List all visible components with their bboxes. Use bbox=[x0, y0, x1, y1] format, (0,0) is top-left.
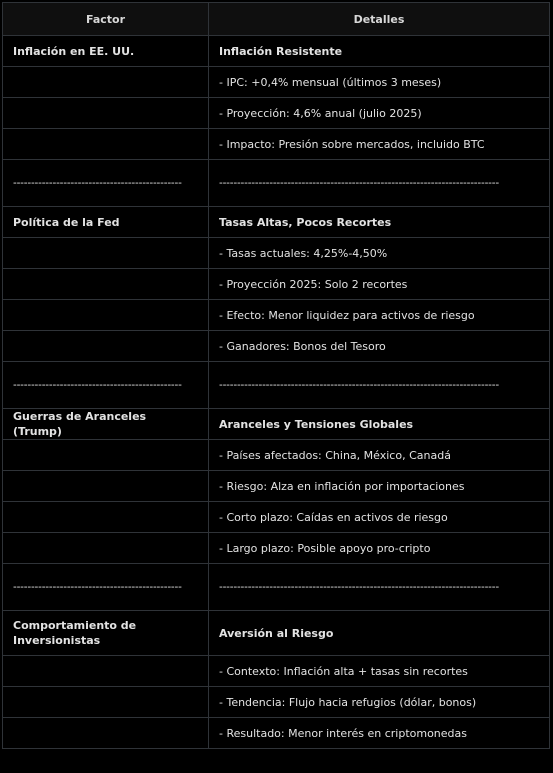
factor-cell bbox=[3, 67, 209, 98]
factor-cell bbox=[3, 502, 209, 533]
separator-right: ------------------------------------------------------------------------------ bbox=[209, 564, 550, 611]
separator-row bbox=[3, 362, 550, 409]
table-row bbox=[3, 718, 550, 749]
detail-cell: - Largo plazo: Posible apoyo pro-cripto bbox=[209, 533, 550, 564]
detail-cell: - Proyección: 4,6% anual (julio 2025) bbox=[209, 98, 550, 129]
detail-cell: - IPC: +0,4% mensual (últimos 3 meses) bbox=[209, 67, 550, 98]
section-row bbox=[3, 36, 550, 67]
detail-cell: - Tendencia: Flujo hacia refugios (dólar, bonos) bbox=[209, 687, 550, 718]
factor-cell bbox=[3, 718, 209, 749]
factor-cell: Inflación en EE. UU. bbox=[3, 36, 209, 67]
section-title-cell: Aranceles y Tensiones Globales bbox=[209, 409, 550, 440]
table-row bbox=[3, 533, 550, 564]
detail-cell: - Impacto: Presión sobre mercados, incluido BTC bbox=[209, 129, 550, 160]
detail-cell: - Tasas actuales: 4,25%-4,50% bbox=[209, 238, 550, 269]
factor-cell bbox=[3, 440, 209, 471]
table-row bbox=[3, 656, 550, 687]
table-row bbox=[3, 238, 550, 269]
section-row bbox=[3, 207, 550, 238]
table-row bbox=[3, 331, 550, 362]
detail-cell: - Riesgo: Alza en inflación por importaciones bbox=[209, 471, 550, 502]
header-row bbox=[3, 3, 550, 36]
section-row bbox=[3, 611, 550, 656]
factor-cell bbox=[3, 98, 209, 129]
factor-cell: Política de la Fed bbox=[3, 207, 209, 238]
table-row bbox=[3, 502, 550, 533]
factor-cell bbox=[3, 129, 209, 160]
factors-table bbox=[2, 2, 550, 749]
section-title-cell: Aversión al Riesgo bbox=[209, 611, 550, 656]
section-row bbox=[3, 409, 550, 440]
table-row bbox=[3, 129, 550, 160]
separator-row bbox=[3, 160, 550, 207]
factor-cell: Guerras de Aranceles (Trump) bbox=[3, 409, 209, 440]
detail-cell: - Ganadores: Bonos del Tesoro bbox=[209, 331, 550, 362]
separator-row bbox=[3, 564, 550, 611]
separator-right: ------------------------------------------------------------------------------ bbox=[209, 362, 550, 409]
table-row bbox=[3, 269, 550, 300]
factor-cell bbox=[3, 300, 209, 331]
table-row bbox=[3, 67, 550, 98]
header-detalles: Detalles bbox=[209, 3, 550, 36]
factor-cell bbox=[3, 269, 209, 300]
factor-cell bbox=[3, 533, 209, 564]
detail-cell: - Corto plazo: Caídas en activos de riesgo bbox=[209, 502, 550, 533]
table-header bbox=[3, 3, 550, 36]
factor-cell bbox=[3, 656, 209, 687]
table-body bbox=[3, 36, 550, 749]
separator-right: ------------------------------------------------------------------------------ bbox=[209, 160, 550, 207]
separator-left: ----------------------------------------------- bbox=[3, 160, 209, 207]
table-row bbox=[3, 440, 550, 471]
detail-cell: - Países afectados: China, México, Canadá bbox=[209, 440, 550, 471]
detail-cell: - Proyección 2025: Solo 2 recortes bbox=[209, 269, 550, 300]
header-factor: Factor bbox=[3, 3, 209, 36]
detail-cell: - Efecto: Menor liquidez para activos de riesgo bbox=[209, 300, 550, 331]
table-row bbox=[3, 471, 550, 502]
factor-cell: Comportamiento de Inversionistas bbox=[3, 611, 209, 656]
factor-cell bbox=[3, 331, 209, 362]
table-row bbox=[3, 98, 550, 129]
table-row bbox=[3, 300, 550, 331]
separator-left: ----------------------------------------------- bbox=[3, 564, 209, 611]
detail-cell: - Contexto: Inflación alta + tasas sin recortes bbox=[209, 656, 550, 687]
table-row bbox=[3, 687, 550, 718]
separator-left: ----------------------------------------------- bbox=[3, 362, 209, 409]
detail-cell: - Resultado: Menor interés en criptomonedas bbox=[209, 718, 550, 749]
factor-cell bbox=[3, 471, 209, 502]
factor-cell bbox=[3, 687, 209, 718]
factor-cell bbox=[3, 238, 209, 269]
section-title-cell: Tasas Altas, Pocos Recortes bbox=[209, 207, 550, 238]
section-title-cell: Inflación Resistente bbox=[209, 36, 550, 67]
